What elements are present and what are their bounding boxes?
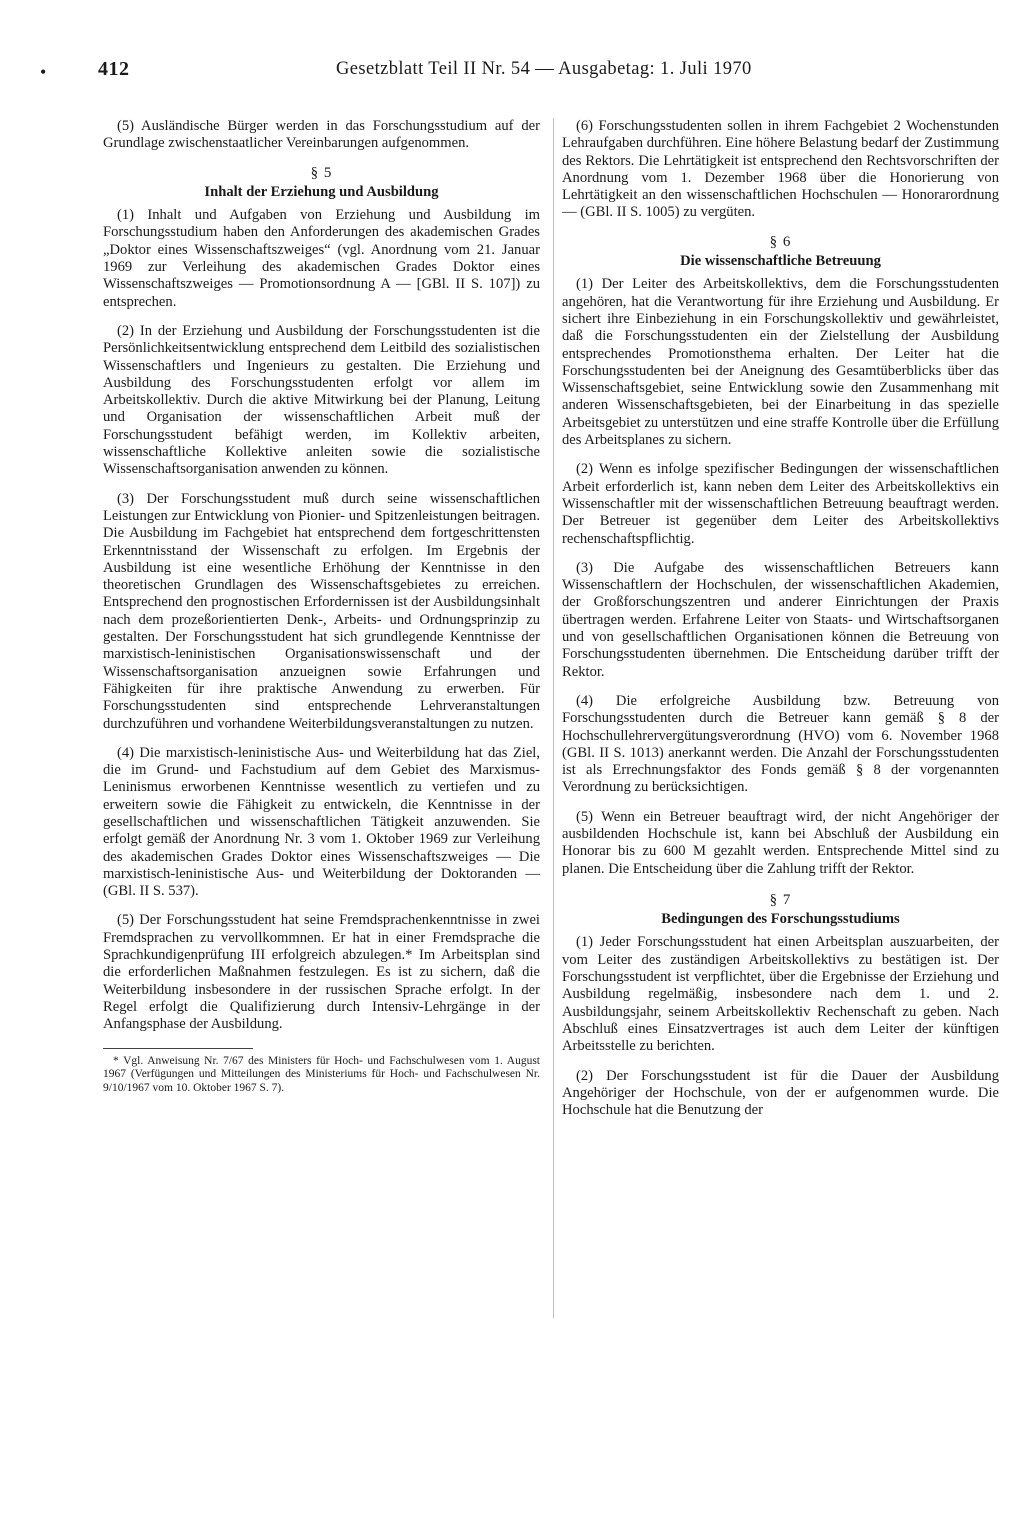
column-divider xyxy=(553,118,554,1318)
paragraph-6-3: (3) Die Aufgabe des wissenschaftlichen Betreuers kann Wissenschaftlern der Hochschulen, der wissenschaftlichen Akademien, der Großforschungszentren und anderer Einrichtungen der Praxis übertragen werden. Erfahrene Leiter von Staats- und Wirtschaftsorganen und von gesellschaftlichen Organisationen können die Betreuung von Forschungsstudenten übernehmen. Die Entscheidung darüber trifft der Rektor. xyxy=(562,559,999,680)
footnote-rule xyxy=(103,1048,253,1049)
section-heading-6: § 6 xyxy=(769,233,792,250)
paragraph-7-2: (2) Der Forschungsstudent ist für die Dauer der Ausbildung Angehöriger der Hochschule, von der er aufgenommen wurde. Die Hochschule hat die Benutzung der xyxy=(562,1067,999,1119)
paragraph-5-5: (5) Der Forschungsstudent hat seine Fremdsprachenkenntnisse in zwei Fremdsprachen zu vervollkommnen. Er hat in einer Fremdsprache die Sprachkundigenprüfung III erfolgreich abzulegen.* Im Arbeitsplan sind die erforderlichen Maßnahmen festzulegen. Es ist zu sichern, daß die Weiterbildung insbesondere in der russischen Sprache erfolgt. In der Regel erfolgt die Qualifizierung durch Intensiv-Lehrgänge in der Anfangsphase der Ausbildung. xyxy=(103,912,540,1033)
paragraph-5-4: (4) Die marxistisch-leninistische Aus- und Weiterbildung hat das Ziel, die im Grund- und Fachstudium auf dem Gebiet des Marxismus-Leninismus erworbenen Kenntnisse wesentlich zu vertiefen und zu erweitern sowie die Fähigkeit zu entwickeln, die Kenntnisse in der gesellschaftlichen und wissenschaftlichen Tätigkeit anzuwenden. Sie erfolgt gemäß der Anordnung Nr. 3 vom 1. Oktober 1969 zur Verleihung des akademischen Grades Doktor eines Wissenschaftszweiges — Die marxistisch-leninistische Aus- und Weiterbildung der Doktoranden — (GBl. II S. 537). xyxy=(103,744,540,900)
footnote: * Vgl. Anweisung Nr. 7/67 des Ministers für Hoch- und Fachschulwesen vom 1. August 1967 (Verfügungen und Mitteilungen des Ministeriums für Hoch- und Fachschulwesen Nr. 9/10/1967 vom 10. Oktober 1967 S. 7). xyxy=(103,1054,540,1094)
bullet-mark: • xyxy=(40,62,47,82)
section-title-6: Die wissenschaftliche Betreuung xyxy=(680,253,881,270)
paragraph-5-1: (1) Inhalt und Aufgaben von Erziehung und Ausbildung im Forschungsstudium haben den Anforderungen des akademischen Grades „Doktor eines Wissenschaftszweiges“ (vgl. Anordnung vom 21. Januar 1969 zur Verleihung des akademischen Grades Doktor eines Wissenschaftszweiges — Promotionsordnung A — [GBl. II S. 107]) zu entsprechen. xyxy=(103,207,540,310)
paragraph-6-2: (2) Wenn es infolge spezifischer Bedingungen der wissenschaftlichen Arbeit erforderlich ist, kann neben dem Leiter des Arbeitskollektivs ein Wissenschaftler mit der wissenschaftlichen Betreuung beauftragt werden. Der Betreuer ist gegenüber dem Leiter des Arbeitskollektivs rechenschaftspflichtig. xyxy=(562,461,999,547)
section-heading-7: § 7 xyxy=(769,891,792,908)
paragraph-4-5: (5) Ausländische Bürger werden in das Forschungsstudium auf der Grundlage zwischenstaatlicher Vereinbarungen aufgenommen. xyxy=(103,118,540,152)
running-title: Gesetzblatt Teil II Nr. 54 — Ausgabetag: 1. Juli 1970 xyxy=(336,59,752,79)
page-header xyxy=(40,58,1000,88)
section-title-7: Bedingungen des Forschungsstudiums xyxy=(661,911,900,928)
paragraph-5-2: (2) In der Erziehung und Ausbildung der Forschungsstudenten ist die Persönlichkeitsentwicklung entsprechend dem Leitbild des sozialistischen Wissenschaftlers und Ingenieurs zu gestalten. Die Erziehung und Ausbildung des Forschungsstudenten erfolgt vor allem im Arbeitskollektiv. Durch die aktive Mitwirkung bei der Planung, Leitung und Organisation der wissenschaftlichen Arbeit muß der Forschungsstudent befähigt werden, im Kollektiv arbeiten, wissenschaftliche Kollektive anleiten sowie die sozialistische Wissenschaftsorganisation anwenden zu können. xyxy=(103,322,540,478)
paragraph-5-6: (6) Forschungsstudenten sollen in ihrem Fachgebiet 2 Wochenstunden Lehraufgaben durchführen. Eine höhere Belastung bedarf der Zustimmung des Rektors. Die Lehrtätigkeit ist entsprechend den Rechtsvorschriften der Anordnung vom 1. Dezember 1968 über die Honorierung von Lehrtätigkeit an den wissenschaftlichen Hochschulen — Honorarordnung — (GBl. II S. 1005) zu vergüten. xyxy=(562,118,999,221)
paragraph-6-5: (5) Wenn ein Betreuer beauftragt wird, der nicht Angehöriger der ausbildenden Hochschule ist, kann bei Abschluß der Ausbildung ein Honorar bis zu 600 M gezahlt werden. Entsprechende Mittel sind zu planen. Die Entscheidung über die Zahlung trifft der Rektor. xyxy=(562,808,999,877)
right-column xyxy=(562,118,999,1131)
paragraph-7-1: (1) Jeder Forschungsstudent hat einen Arbeitsplan auszuarbeiten, der vom Leiter des zuständigen Arbeitskollektivs zu bestätigen ist. Der Forschungsstudent ist verpflichtet, über die Ergebnisse der Erziehung und Ausbildung regelmäßig, insbesondere nach dem 1. und 2. Ausbildungsjahr, seinem Arbeitskollektiv Rechenschaft zu geben. Nach Abschluß eines Einsatzvertrages ist auch dem Leiter der künftigen Arbeitsstelle zu berichten. xyxy=(562,934,999,1055)
paragraph-5-3: (3) Der Forschungsstudent muß durch seine wissenschaftlichen Leistungen zur Entwicklung von Pionier- und Spitzenleistungen beitragen. Die Ausbildung im Fachgebiet hat entsprechend dem fortgeschrittensten Erkenntnisstand der Wissenschaft zu erfolgen. Im Ergebnis der Ausbildung ist eine wesentliche Erhöhung der Kenntnisse in den theoretischen Grundlagen des Wissenschaftsgebietes zu erreichen. Entsprechend den prognostischen Erfordernissen ist der Ausbildungsinhalt nach dem prozeßorientierten Denk-, Arbeits- und Ordnungsprinzip zu gestalten. Der Forschungsstudent hat sich grundlegende Kenntnisse der marxistisch-leninistischen Organisationswissenschaft und der Wissenschaftsorganisation anzueignen sowie Erfahrungen und Fähigkeiten für ihre praktische Anwendung zu erwerben. Für Forschungsstudenten sind entsprechende Lehrveranstaltungen durchzuführen und vorhandene Weiterbildungsveranstaltungen zu nutzen. xyxy=(103,490,540,732)
section-title-5: Inhalt der Erziehung und Ausbildung xyxy=(204,183,439,200)
page-number: 412 xyxy=(98,58,130,80)
section-heading-5: § 5 xyxy=(310,164,333,181)
paragraph-6-4: (4) Die erfolgreiche Ausbildung bzw. Betreuung von Forschungsstudenten durch die Betreuer kann gemäß § 8 der Hochschullehrervergütungsverordnung (HVO) vom 6. November 1968 (GBl. II S. 1013) anerkannt werden. Die Anzahl der Forschungsstudenten ist als Errechnungsfaktor des Fonds gemäß § 8 der vorgenannten Verordnung zu berücksichtigen. xyxy=(562,692,999,796)
left-column xyxy=(103,118,540,1095)
paragraph-6-1: (1) Der Leiter des Arbeitskollektivs, dem die Forschungsstudenten angehören, hat die Verantwortung für ihre Erziehung und Ausbildung. Er sichert ihre Einbeziehung in ein Forschungskollektiv und gewährleistet, daß die Forschungsstudenten ein der Zielstellung der Ausbildung entsprechendes Promotionsthema erhalten. Der Leiter hat die Forschungsstudenten bei der Aneignung des Gesamtüberblicks über das Wissenschaftsgebiet, seine Entwicklung sowie den Zusammenhang mit anderen Wissenschaftsgebieten, bei der Einarbeitung in das spezielle Arbeitsgebiet zu unterstützen und eine straffe Kontrolle über die Erfüllung des Arbeitsplanes zu sichern. xyxy=(562,276,999,449)
